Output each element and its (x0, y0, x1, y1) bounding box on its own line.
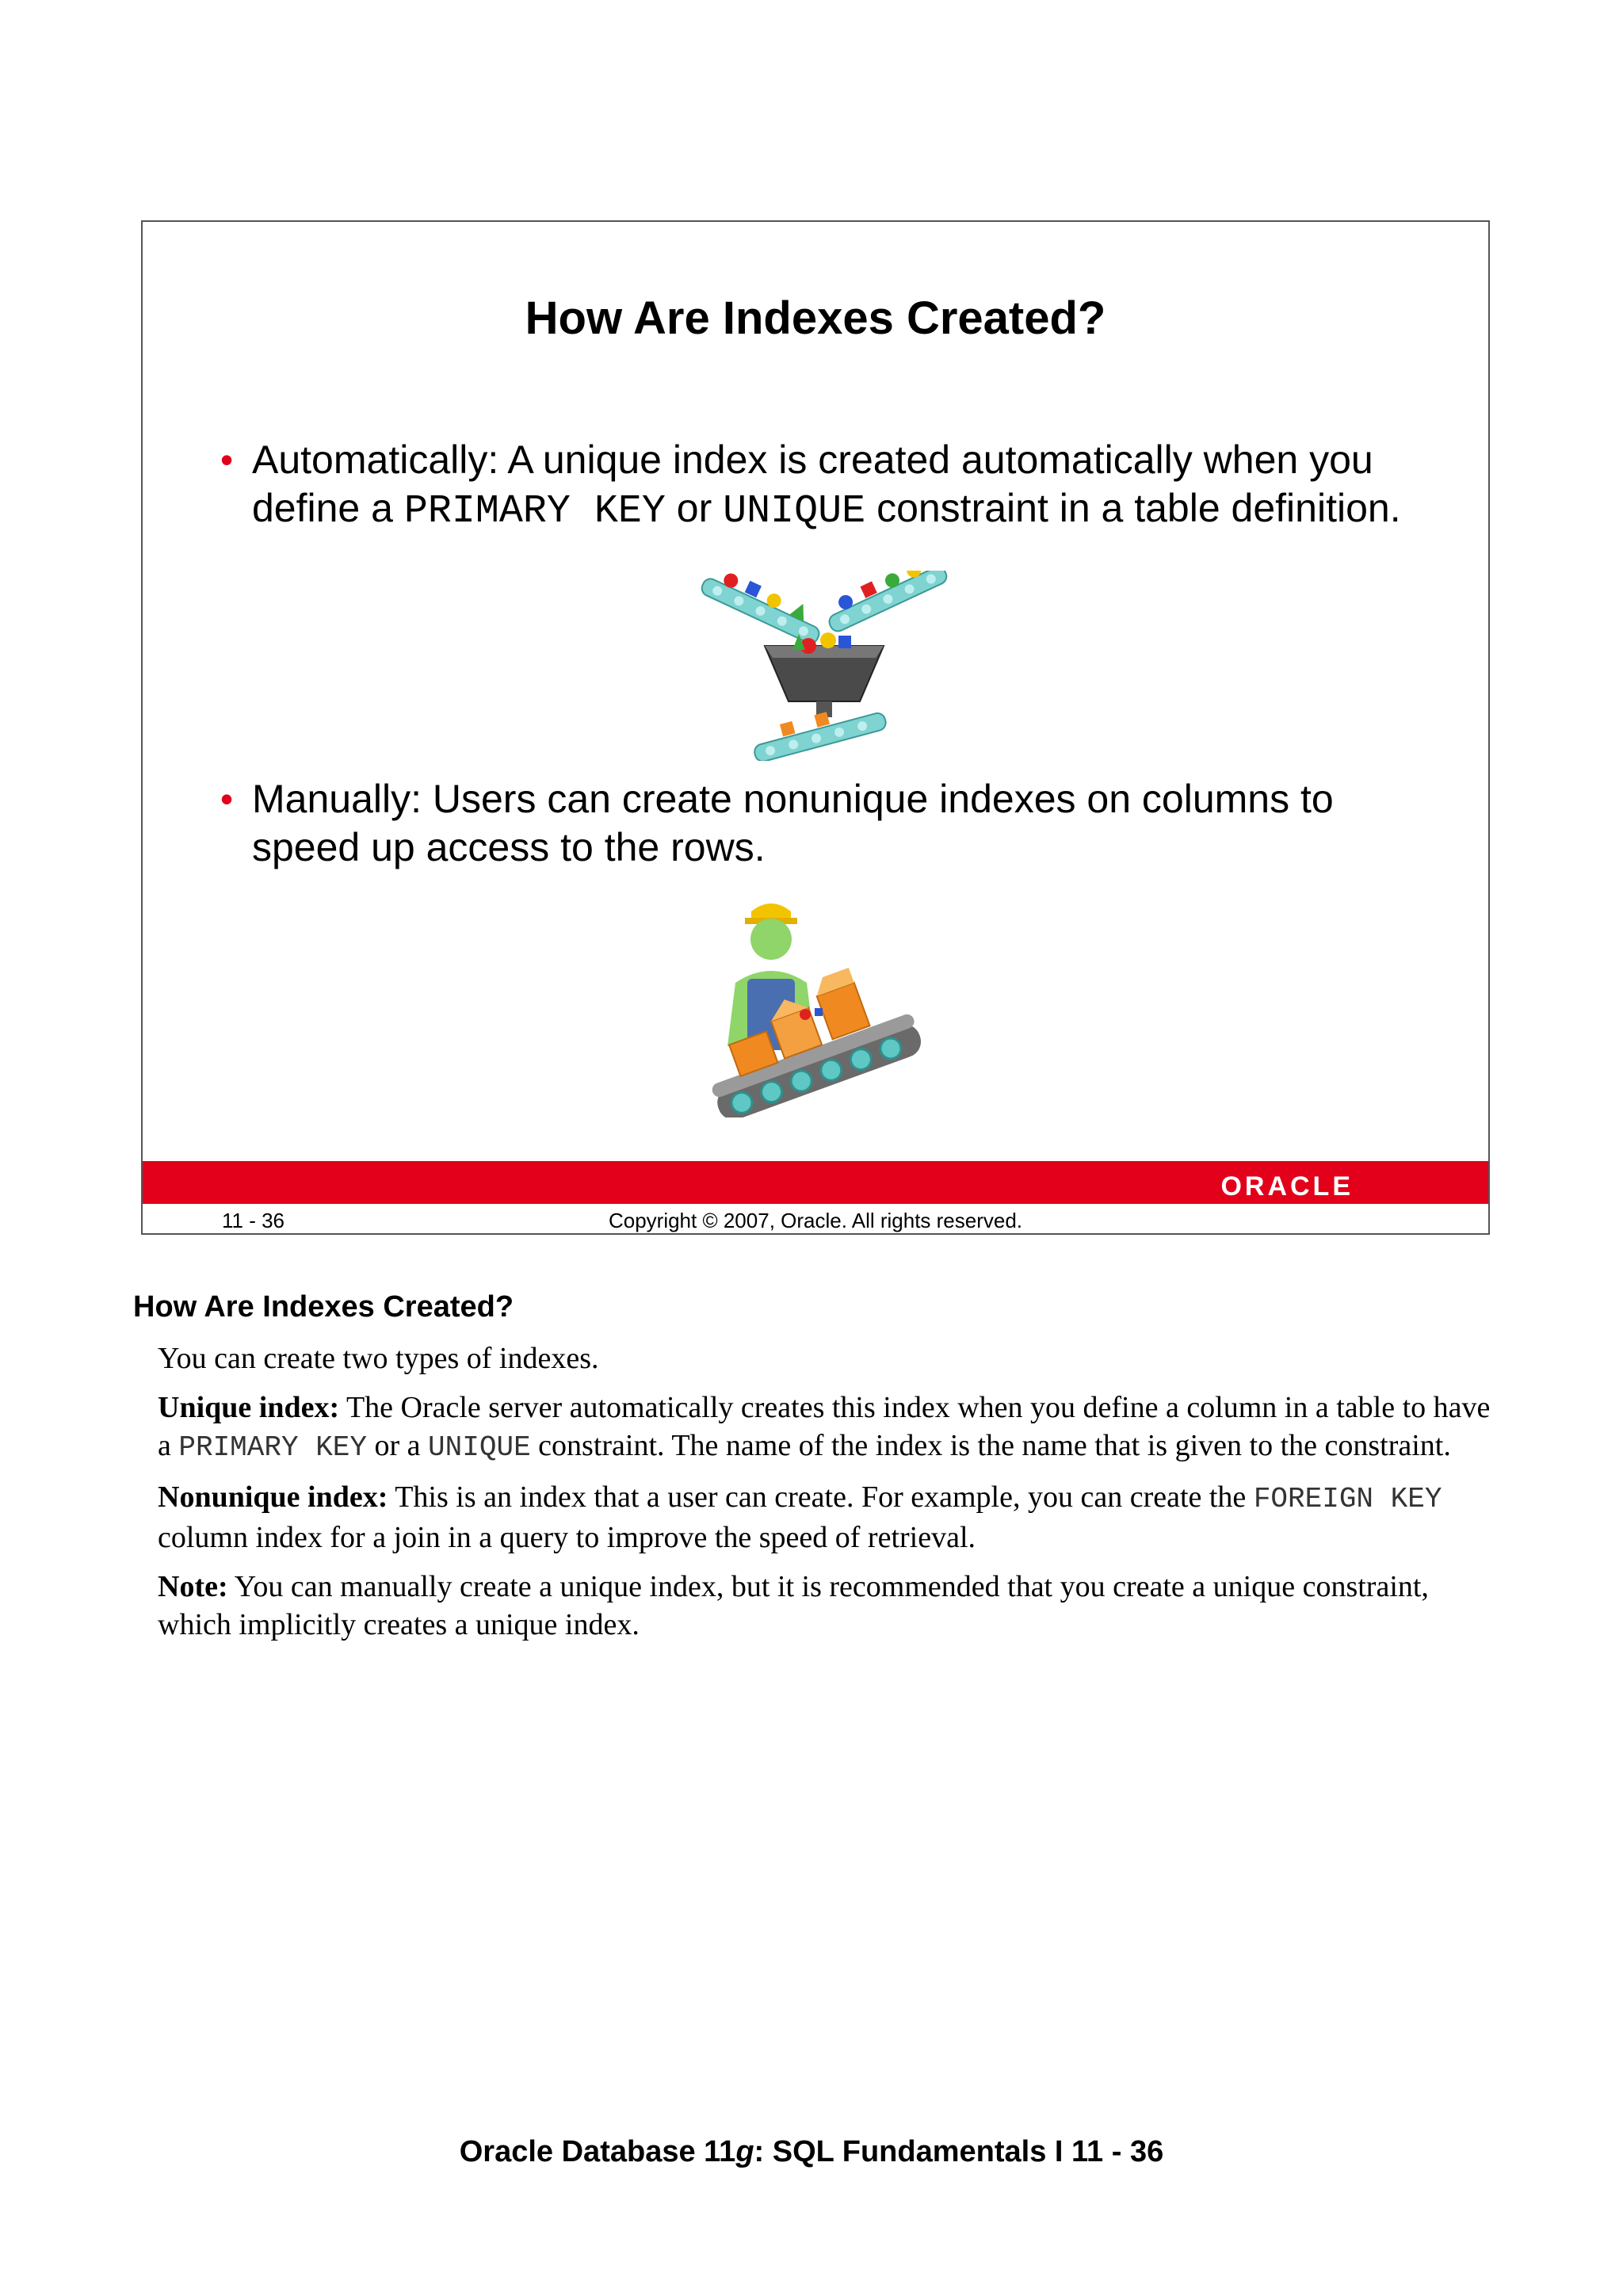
notes-body (158, 1339, 1505, 1655)
code-primary-key: PRIMARY KEY (403, 489, 666, 534)
bullet-automatic (220, 436, 1409, 536)
notes-text: constraint. The name of the index is the name that is given to the constraint. (530, 1429, 1451, 1462)
code-primary-key: PRIMARY KEY (178, 1431, 368, 1464)
footer-text: : SQL Fundamentals I 11 - 36 (754, 2135, 1164, 2168)
notes-text: column index for a join in a query to improve the speed of retrieval. (158, 1521, 976, 1554)
bullet-text: or (665, 486, 724, 530)
notes-intro: You can create two types of indexes. (158, 1342, 599, 1375)
notes-note-paragraph (158, 1568, 1505, 1644)
term-label: Nonunique index: (158, 1480, 388, 1514)
bullet-manual (220, 775, 1409, 872)
bullet-text: Automatically: A unique index is created automatically when you define a (252, 437, 1373, 530)
code-unique: UNIQUE (428, 1431, 531, 1464)
slide-title: How Are Indexes Created? (525, 292, 1106, 344)
oracle-logo: ORACLE (1220, 1171, 1354, 1201)
conveyor-funnel-illustration (689, 571, 959, 761)
footer-italic: g (735, 2135, 754, 2168)
notes-heading: How Are Indexes Created? (133, 1290, 514, 1324)
notes-text: You can manually create a unique index, but it is recommended that you create a unique constraint, which implicitly creates a unique index. (158, 1570, 1429, 1641)
notes-text: This is an index that a user can create. For example, you can create the (388, 1480, 1254, 1514)
copyright-text: Copyright © 2007, Oracle. All rights reserved. (608, 1209, 1023, 1232)
term-label: Note: (158, 1570, 228, 1603)
notes-text: or a (367, 1429, 429, 1462)
code-foreign-key: FOREIGN KEY (1253, 1483, 1442, 1515)
notes-unique-paragraph (158, 1389, 1505, 1467)
bullet-dot: • (220, 439, 234, 480)
code-unique: UNIQUE (723, 489, 866, 534)
bullet-dot: • (220, 778, 234, 819)
page-footer (0, 2135, 1623, 2169)
bullet-text: Manually: Users can create nonunique indexes on columns to speed up access to the rows. (252, 777, 1334, 869)
term-label: Unique index: (158, 1391, 340, 1424)
footer-text: Oracle Database 11 (459, 2135, 736, 2168)
slide-frame (141, 220, 1490, 1235)
notes-nonunique-paragraph (158, 1478, 1505, 1557)
slide-number: 11 - 36 (222, 1209, 285, 1232)
bullet-text: constraint in a table definition. (865, 486, 1401, 530)
notes-text: The Oracle server automatically creates this index when you define a column in a table to have a (158, 1391, 1491, 1462)
worker-conveyor-illustration (696, 896, 941, 1117)
